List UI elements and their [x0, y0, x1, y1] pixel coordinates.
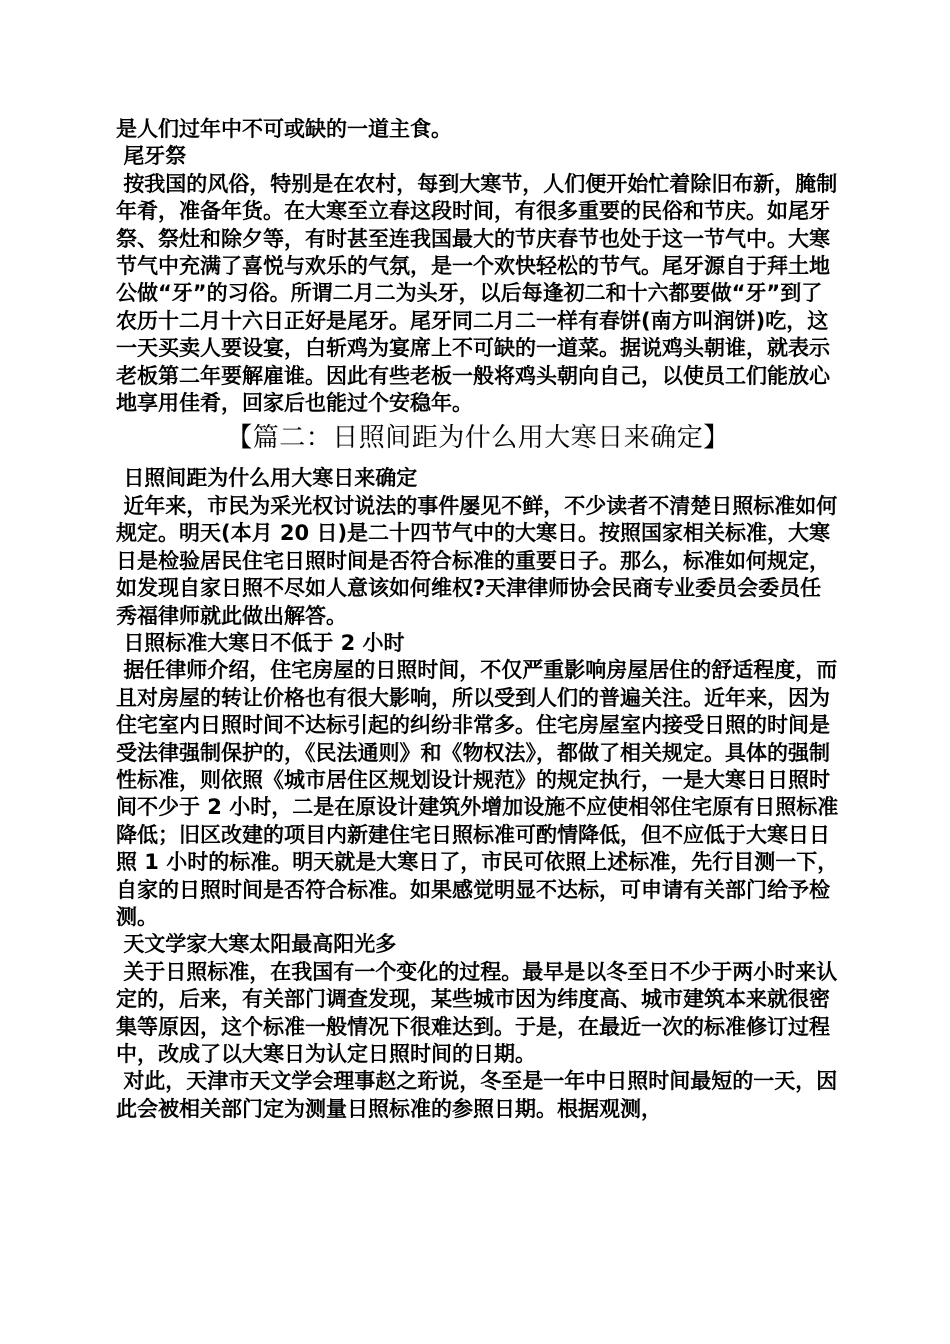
paragraph-weiya-custom: 按我国的风俗，特别是在农村，每到大寒节，人们便开始忙着除旧布新，腌制年肴，准备年货。在大寒至立春这段时间，有很多重要的民俗和节庆。如尾牙祭、祭灶和除夕等，有时甚至连我国最大的节庆春节也处于这一节气中。大寒节气中充满了喜悦与欢乐的气氛，是一个欢快轻松的节气。尾牙源自于拜土地公做“牙”的习俗。所谓二月二为头牙，以后每逢初二和十六都要做“牙”到了农历十二月十六日正好是尾牙。尾牙同二月二一样有春饼(南方叫润饼)吃，这一天买卖人要设宴，白斩鸡为宴席上不可缺的一道菜。据说鸡头朝谁，就表示老板第二年要解雇谁。因此有些老板一般将鸡头朝向自己，以使员工们能放心地享用佳肴，回家后也能过个安稳年。 [116, 171, 838, 416]
heading-weiya-festival: 尾牙祭 [116, 144, 187, 169]
paragraph-standard-history: 关于日照标准，在我国有一个变化的过程。最早是以冬至日不少于两小时来认定的，后来，有关部门调查发现，某些城市因为纬度高、城市建筑本来就很密集等原因，这个标准一般情况下很难达到。于是，在最近一次的标准修订过程中，改成了以大寒日为认定日照时间的日期。 [116, 959, 838, 1066]
paragraph-astronomer-comment: 对此，天津市天文学会理事赵之珩说，冬至是一年中日照时间最短的一天，因此会被相关部门定为测量日照标准的参照日期。根据观测， [116, 1069, 838, 1121]
document-page [116, 116, 840, 1123]
heading-astronomer: 天文学家大寒太阳最高阳光多 [116, 932, 397, 957]
paragraph-intro-ending: 是人们过年中不可或缺的一道主食。 [116, 117, 452, 141]
heading-sunlight-spacing: 日照间距为什么用大寒日来确定 [116, 466, 418, 491]
section-title: 【篇二：日照间距为什么用大寒日来确定】 [226, 423, 730, 454]
paragraph-sunlight-rights: 近年来，市民为采光权讨说法的事件屡见不鲜，不少读者不清楚日照标准如何规定。明天(本月 20 日)是二十四节气中的大寒日。按照国家相关标准，大寒日是检验居民住宅日照时间是否符合标准的重要日子。那么，标准如何规定，如发现自家日照不尽如人意该如何维权?天津律师协会民商专业委员会委员任秀福律师就此做出解答。 [116, 493, 838, 628]
paragraph-lawyer-explanation: 据任律师介绍，住宅房屋的日照时间，不仅严重影响房屋居住的舒适程度，而且对房屋的转让价格也有很大影响，所以受到人们的普遍关注。近年来，因为住宅室内日照时间不达标引起的纠纷非常多。住宅房屋室内接受日照的时间是受法律强制保护的，《民法通则》和《物权法》，都做了相关规定。具体的强制性标准，则依照《城市居住区规划设计规范》的规定执行，一是大寒日日照时间不少于 2 小时，二是在原设计建筑外增加设施不应使相邻住宅原有日照标准降低；旧区改建的项目内新建住宅日照标准可酌情降低，但不应低于大寒日日照 1 小时的标准。明天就是大寒日了，市民可依照上述标准，先行目测一下，自家的日照时间是否符合标准。如果感觉明显不达标，可申请有关部门给予检测。 [116, 658, 839, 929]
heading-sunlight-standard: 日照标准大寒日不低于 2 小时 [116, 630, 405, 655]
